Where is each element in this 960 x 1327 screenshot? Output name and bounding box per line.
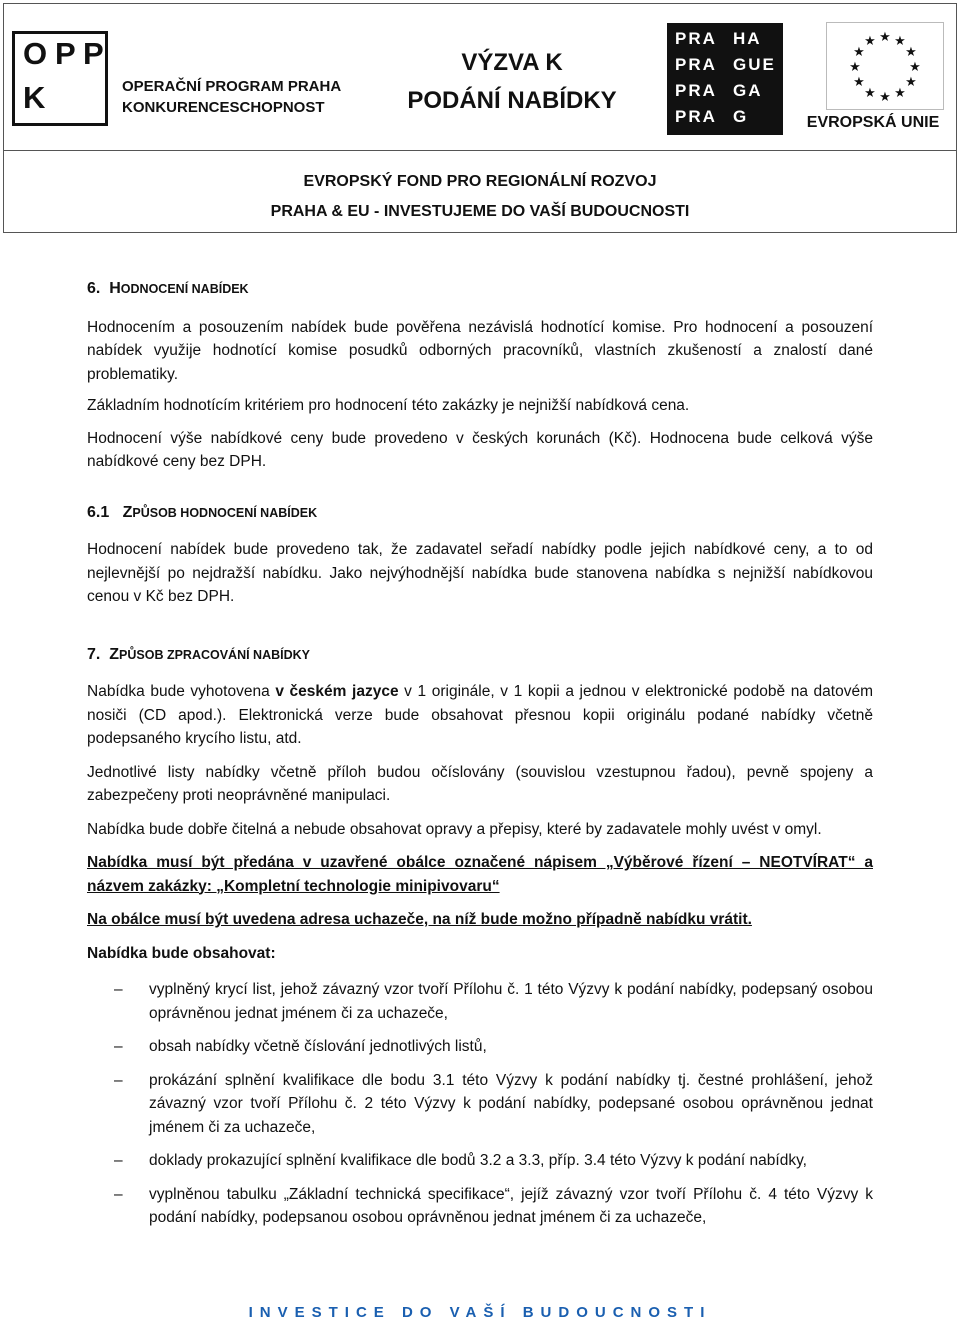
- call-title-line1: VÝZVA K: [461, 49, 563, 76]
- svg-text:★: ★: [853, 45, 865, 60]
- svg-text:★: ★: [849, 60, 861, 75]
- praha-cell: GA: [733, 81, 763, 100]
- oppk-letter-o: O: [23, 36, 48, 71]
- envelope-address-note: Na obálce musí být uvedena adresa uchazeče, na níž bude možno případně nabídku vrátit.: [87, 911, 752, 928]
- praha-logo: [667, 23, 783, 135]
- section-6-heading: [87, 277, 873, 302]
- dash-bullet: –: [114, 981, 123, 998]
- praha-cell: PRA: [675, 81, 717, 100]
- dash-bullet: –: [114, 1071, 123, 1089]
- list-item-text: obsah nabídky včetně číslování jednotlivých listů,: [149, 1038, 487, 1055]
- section-title-rest: PŮSOB ZPRACOVÁNÍ NABÍDKY: [119, 647, 311, 662]
- program-name-line1: OPERAČNÍ PROGRAM PRAHA: [122, 78, 342, 95]
- svg-text:★: ★: [879, 30, 891, 45]
- section-6-1-heading: [87, 501, 873, 526]
- paragraph: Základním hodnotícím kritériem pro hodnocení této zakázky je nejnižší nabídková cena.: [87, 397, 690, 414]
- list-item: [87, 1035, 873, 1059]
- dash-bullet: –: [114, 1185, 123, 1203]
- language-emphasis: v českém jazyce: [275, 683, 399, 700]
- section-number: 7.: [87, 645, 101, 663]
- dash-bullet: –: [114, 1152, 123, 1169]
- section-number: 6.: [87, 280, 101, 297]
- list-item: [87, 1149, 873, 1173]
- section-title-cap: H: [109, 280, 121, 297]
- praha-cell: GUE: [733, 55, 776, 74]
- program-name: [122, 76, 341, 118]
- eu-flag-icon: [826, 22, 944, 110]
- paragraph-text: v 1 originále, v 1 kopii a jednou v elektronické podobě na datovém nosiči (CD apod.). Elektronická verze bude obsahovat přesnou kopii originálu podané nabídky včetně podepsaného krycího listu, atd.: [87, 683, 873, 747]
- program-name-line2: KONKURENCESCHOPNOST: [122, 99, 325, 116]
- envelope-instruction: Nabídka musí být předána v uzavřené obálce označené nápisem „Výběrové řízení – NEOTVÍRAT“ a názvem zakázky: „Kompletní technologie minipivovaru“: [87, 854, 873, 895]
- section-title-cap: Z: [109, 645, 120, 663]
- list-item-text: vyplněnou tabulku „Základní technická specifikace“, jejíž závazný vzor tvoří Přílohu č. 4 této Výzvy k podání nabídky, podepsanou osobou oprávněnou jednat jménem či za uchazeče,: [149, 1185, 873, 1226]
- document-header: [3, 3, 957, 233]
- section-title-rest: ODNOCENÍ NABÍDEK: [120, 282, 249, 296]
- section-7-heading: [87, 643, 873, 668]
- paragraph: Hodnocení nabídek bude provedeno tak, že zadavatel seřadí nabídky podle jejich nabídkové ceny, a to od nejlevnější po nejdražší nabídku. Jako nejvýhodnější nabídka bude stanovena nabídka s nejnižší nabídkovou cenou v Kč bez DPH.: [87, 541, 873, 605]
- fund-line1: EVROPSKÝ FOND PRO REGIONÁLNÍ ROZVOJ: [303, 173, 657, 190]
- eu-stars-icon: [827, 23, 943, 109]
- oppk-logo: [12, 31, 108, 126]
- paragraph: Hodnocením a posouzením nabídek bude pověřena nezávislá hodnotící komise. Pro hodnocení a posouzení nabídek využije hodnotící komise posudků odborných pracovníků, vlastních zkušeností a znalostí dané problematiky.: [87, 318, 873, 383]
- eu-label: EVROPSKÁ UNIE: [806, 114, 940, 131]
- paragraph: [87, 680, 873, 751]
- praha-cell: G: [733, 107, 749, 126]
- section-title-rest: PŮSOB HODNOCENÍ NABÍDEK: [132, 505, 318, 520]
- svg-text:★: ★: [905, 45, 917, 60]
- section-title-cap: Z: [122, 503, 133, 521]
- oppk-letter-p2: P: [83, 36, 104, 71]
- fund-line2: PRAHA & EU - INVESTUJEME DO VAŠÍ BUDOUCNOSTI: [270, 203, 690, 220]
- praha-cell: PRA: [675, 29, 717, 48]
- svg-text:★: ★: [879, 90, 891, 105]
- paragraph: Jednotlivé listy nabídky včetně příloh budou očíslovány (souvislou vzestupnou řadou), pevně spojeny a zabezpečeny proti neoprávněné manipulaci.: [87, 763, 873, 804]
- svg-text:★: ★: [909, 60, 921, 75]
- list-item-text: vyplněný krycí list, jehož závazný vzor tvoří Přílohu č. 1 této Výzvy k podání nabídky, podepsaný osobou oprávněnou jednat jménem či za uchazeče,: [149, 981, 873, 1022]
- list-item-text: doklady prokazující splnění kvalifikace dle bodů 3.2 a 3.3, příp. 3.4 této Výzvy k podání nabídky,: [149, 1152, 807, 1169]
- svg-text:★: ★: [864, 34, 876, 49]
- svg-text:★: ★: [864, 86, 876, 101]
- paragraph-text: Nabídka bude vyhotovena: [87, 683, 276, 700]
- list-item: [87, 978, 873, 1025]
- svg-text:★: ★: [905, 75, 917, 90]
- svg-text:★: ★: [894, 86, 906, 101]
- header-divider: [4, 150, 956, 151]
- fund-heading: [4, 167, 956, 227]
- praha-cell: HA: [733, 29, 762, 48]
- document-body: [87, 240, 873, 1230]
- praha-cell: PRA: [675, 55, 717, 74]
- list-item-text: prokázání splnění kvalifikace dle bodu 3.1 této Výzvy k podání nabídky tj. čestné prohlášení, jehož závazný vzor tvoří Přílohu č. 2 této Výzvy k podání nabídky, podepsané osobou oprávněnou jednat jménem či za uchazeče,: [149, 1071, 873, 1136]
- list-item: [87, 1183, 873, 1230]
- oppk-letter-p1: P: [55, 36, 76, 71]
- praha-cell: PRA: [675, 107, 717, 126]
- contents-label: Nabídka bude obsahovat:: [87, 944, 276, 962]
- paragraph: Hodnocení výše nabídkové ceny bude provedeno v českých korunách (Kč). Hodnocena bude celková výše nabídkové ceny bez DPH.: [87, 429, 873, 470]
- svg-text:★: ★: [894, 34, 906, 49]
- paragraph: Nabídka bude dobře čitelná a nebude obsahovat opravy a přepisy, které by zadavatele mohly uvést v omyl.: [87, 820, 822, 838]
- footer-slogan: INVESTICE DO VAŠÍ BUDOUCNOSTI: [248, 1304, 712, 1321]
- dash-bullet: –: [114, 1038, 123, 1055]
- call-title-line2: PODÁNÍ NABÍDKY: [407, 87, 617, 114]
- oppk-letter-k: K: [23, 80, 46, 115]
- svg-text:★: ★: [853, 75, 865, 90]
- section-number: 6.1: [87, 503, 110, 521]
- list-item: [87, 1069, 873, 1140]
- call-title: [404, 44, 620, 120]
